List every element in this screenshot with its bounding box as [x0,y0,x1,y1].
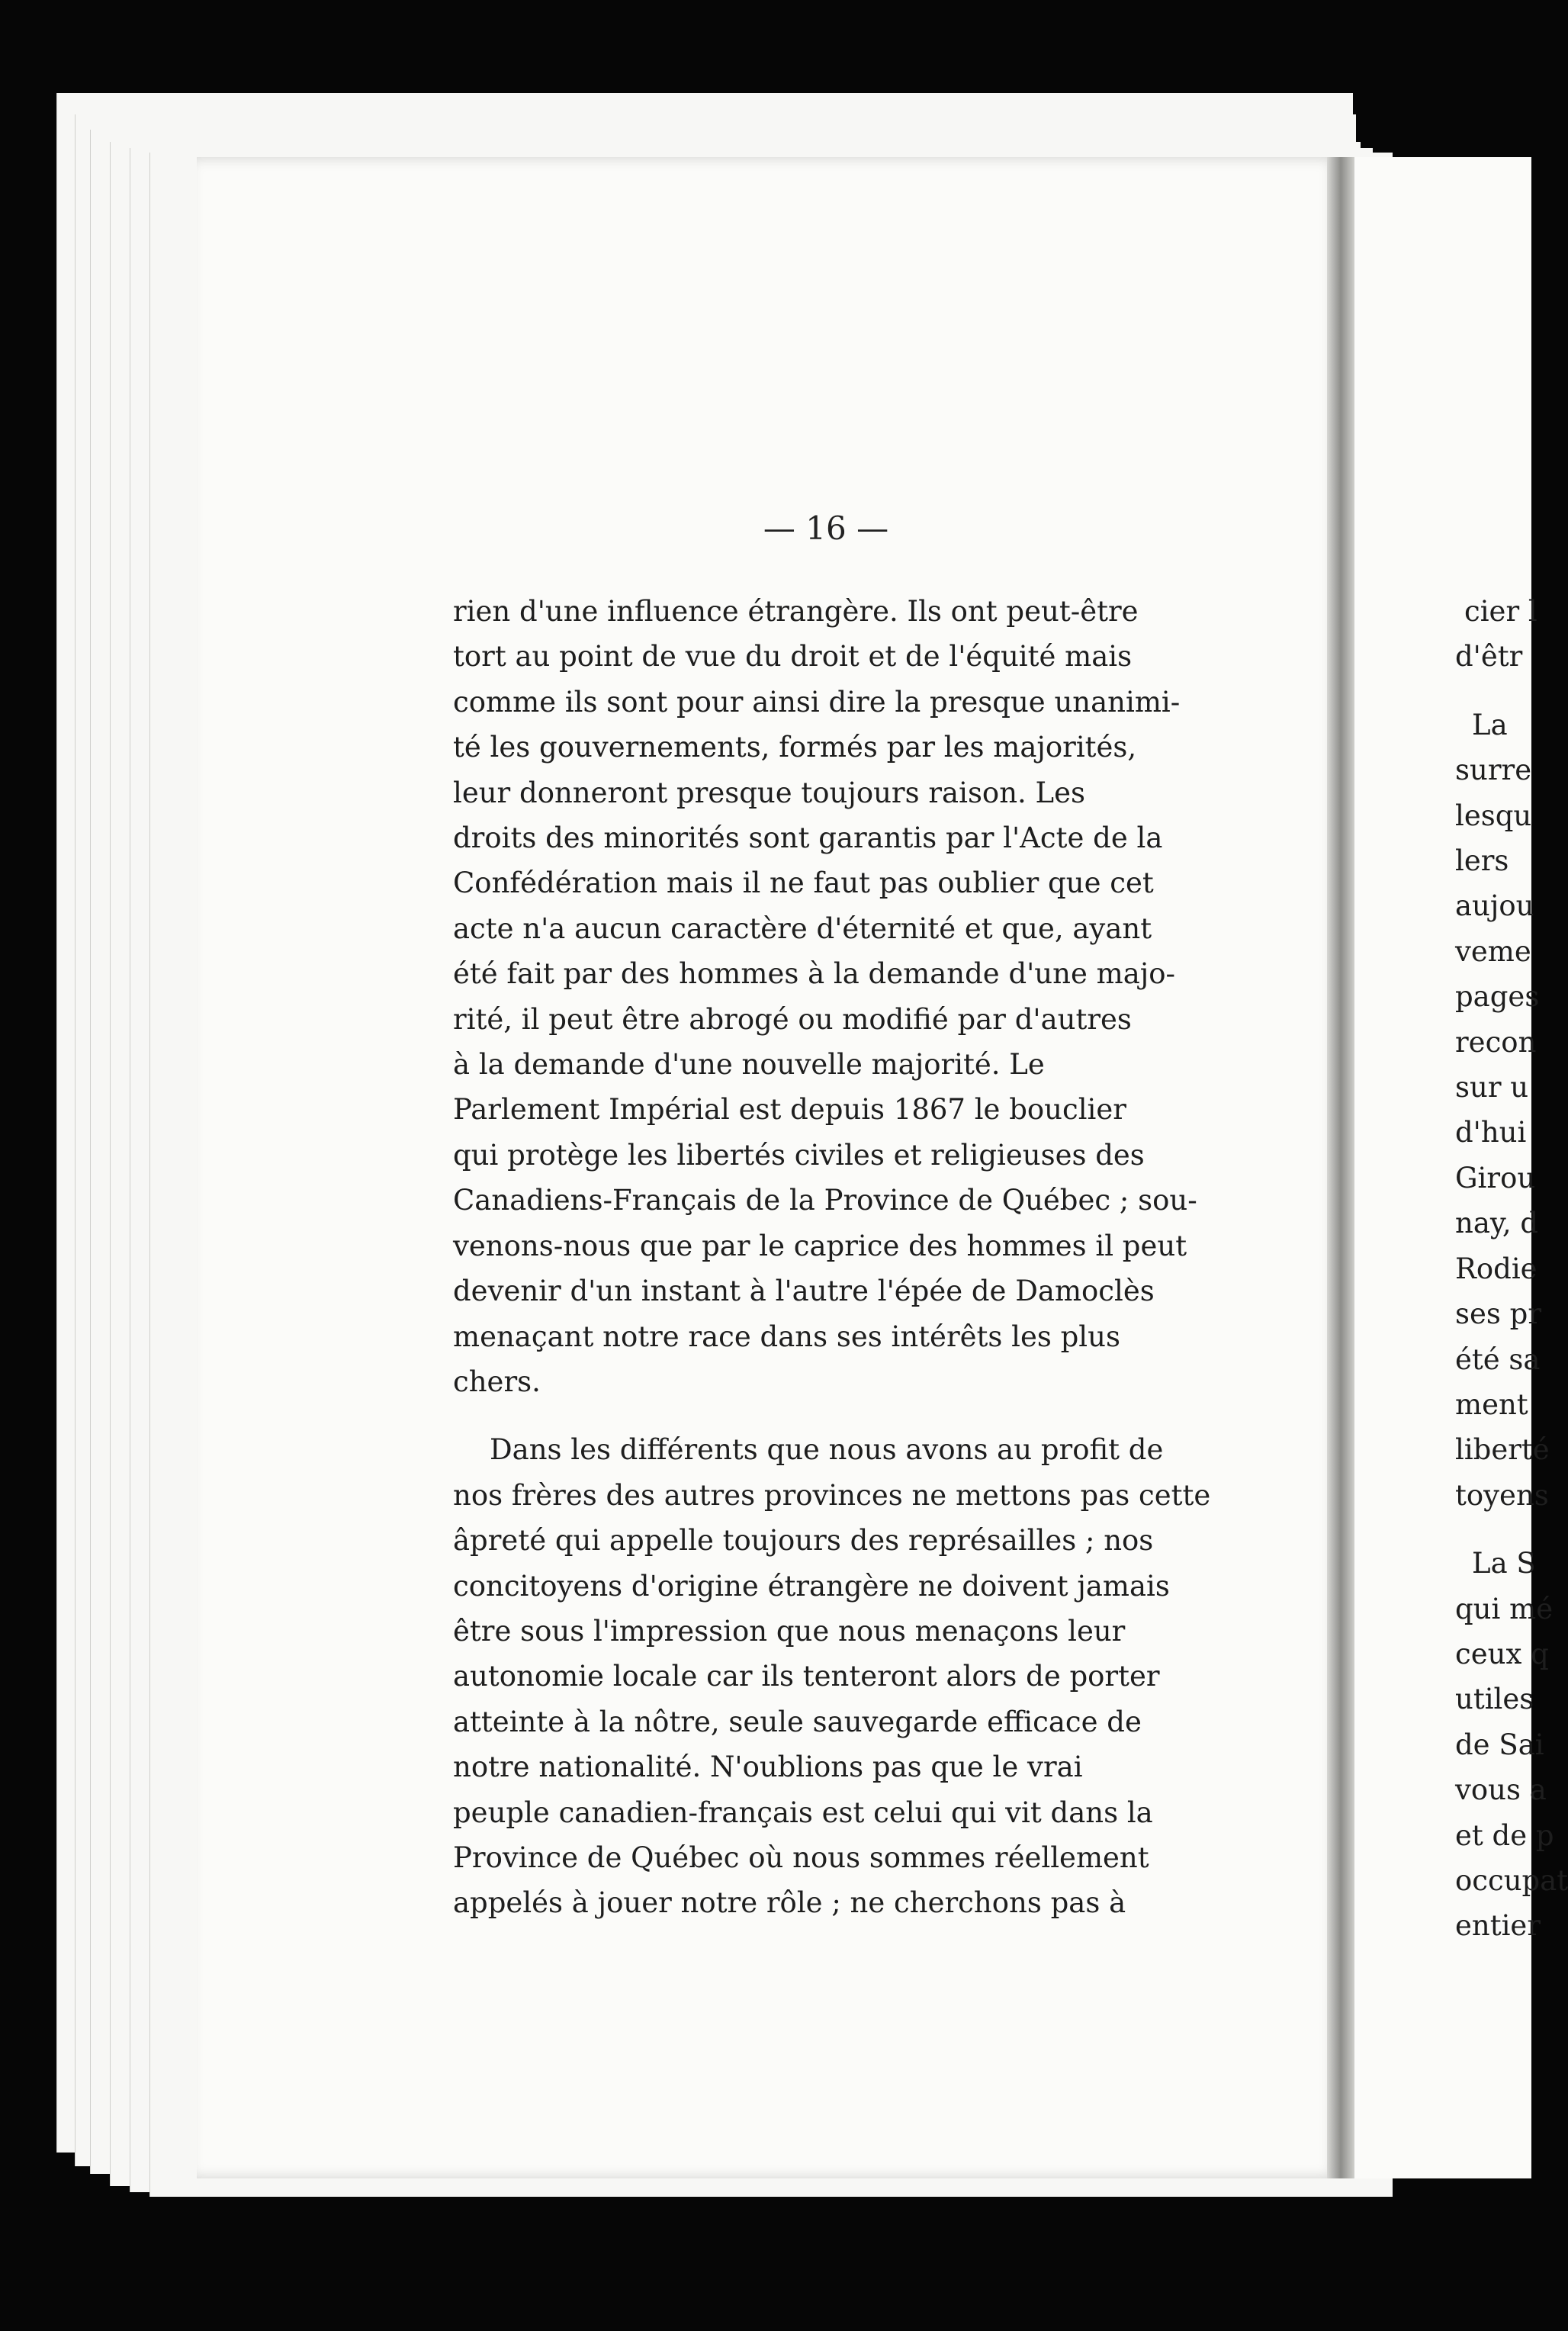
paragraph-2 [453,1427,1211,1925]
text-line: Dans les différents que nous avons au profit de [490,1433,1164,1467]
fragment-line: cier l [1464,595,1537,628]
fragment-line: lesqu [1455,799,1532,832]
page-number: — 16 — [763,510,889,547]
text-line: venons-nous que par le caprice des hommes il peut [453,1229,1187,1262]
fragment-line: La S [1472,1547,1536,1580]
text-line: Confédération mais il ne faut pas oublier que cet [453,866,1154,900]
text-line: nos frères des autres provinces ne mettons pas cette [453,1478,1211,1512]
paragraph-gap [453,1404,1208,1427]
fragment-line: vous a [1455,1773,1547,1807]
page-edge [90,130,91,2174]
fragment-line: occupat [1455,1863,1568,1897]
page-edge [56,93,57,2153]
fragment-line: aujou [1455,889,1534,923]
text-line: été fait par des hommes à la demande d'une majo- [453,957,1176,991]
fragment-line: Rodie [1455,1252,1537,1285]
fragment-line: surre [1455,754,1532,787]
paragraph-gap [1455,1518,1531,1541]
text-line: notre nationalité. N'oublions pas que le vrai [453,1751,1083,1784]
paragraph-gap [1455,680,1531,703]
fragment-line: de Sai [1455,1728,1544,1761]
fragment-line: été sa [1455,1342,1541,1376]
fragment-line: recon [1455,1025,1537,1059]
fragment-line: nay, d [1455,1207,1539,1240]
text-line: peuple canadien-français est celui qui vit dans la [453,1796,1153,1829]
text-line: droits des minorités sont garantis par l'Acte de la [453,821,1163,855]
fragment-line: et de p [1455,1818,1554,1852]
right-page-text-fragments [1455,589,1568,1949]
page-edge [110,142,111,2186]
fragment-line: lers [1455,844,1509,878]
text-line: devenir d'un instant à l'autre l'épée de Damoclès [453,1275,1155,1308]
text-line: Province de Québec où nous sommes réellement [453,1841,1149,1874]
page-edge [75,114,76,2166]
text-line: tort au point de vue du droit et de l'équité mais [453,640,1133,674]
fragment-line: entier [1455,1909,1541,1943]
text-line: comme ils sont pour ainsi dire la presque unanimi- [453,685,1181,719]
fragment-line: veme [1455,934,1531,968]
book-gutter [1327,157,1354,2178]
text-line: être sous l'impression que nous menaçons leur [453,1614,1126,1648]
text-line: rien d'une influence étrangère. Ils ont peut-être [453,595,1139,628]
fragment-line: d'êtr [1455,640,1523,674]
text-line: concitoyens d'origine étrangère ne doivent jamais [453,1569,1170,1603]
fragment-line: pages [1455,980,1540,1014]
text-line: atteinte à la nôtre, seule sauvegarde efficace de [453,1705,1142,1738]
fragment-line: La [1472,708,1508,741]
fragment-line: utiles [1455,1683,1534,1716]
text-line: qui protège les libertés civiles et religieuses des [453,1138,1145,1172]
fragment-line: Girou [1455,1161,1536,1194]
fragment-line: ceux q [1455,1637,1549,1670]
text-line: acte n'a aucun caractère d'éternité et que, ayant [453,912,1152,945]
text-line: leur donneront presque toujours raison. Les [453,776,1086,809]
text-line: menaçant notre race dans ses intérêts les plus [453,1320,1120,1353]
main-body-text [453,589,1211,1926]
fragment-line: ses pr [1455,1297,1542,1331]
fragment-line: liberté [1455,1433,1550,1467]
text-line: âpreté qui appelle toujours des représailles ; nos [453,1524,1154,1558]
fragment-line: ment [1455,1387,1528,1421]
paragraph-1 [453,589,1208,1404]
fragment-line: sur u [1455,1071,1529,1104]
page-edge [149,153,150,2197]
text-line: autonomie locale car ils tenteront alors de porter [453,1660,1160,1693]
fragment-line: qui mé [1455,1592,1554,1625]
text-line: Parlement Impérial est depuis 1867 le bouclier [453,1093,1126,1127]
text-line: à la demande d'une nouvelle majorité. Le [453,1048,1045,1082]
fragment-line: toyens [1455,1478,1549,1512]
text-line: té les gouvernements, formés par les majorités, [453,731,1137,764]
text-line: rité, il peut être abrogé ou modifié par d'autres [453,1002,1132,1036]
text-line: chers. [453,1365,541,1398]
fragment-line: d'hui [1455,1116,1527,1149]
text-line: appelés à jouer notre rôle ; ne cherchons pas à [453,1886,1126,1920]
text-line: Canadiens-Français de la Province de Québec ; sou- [453,1184,1197,1217]
